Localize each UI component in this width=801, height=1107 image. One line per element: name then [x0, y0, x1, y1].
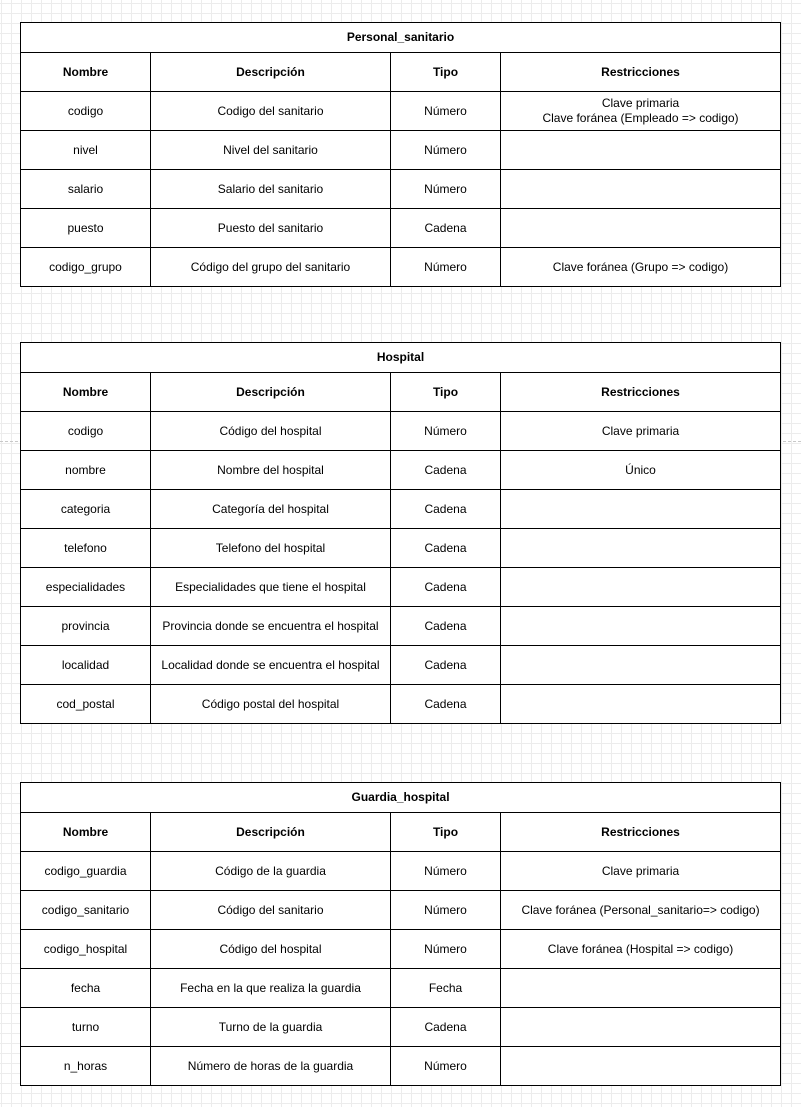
attribute-description-cell: Telefono del hospital: [151, 529, 391, 568]
attribute-name-cell: codigo: [21, 412, 151, 451]
attribute-description-cell: Código del hospital: [151, 412, 391, 451]
attribute-description-cell: Localidad donde se encuentra el hospital: [151, 646, 391, 685]
entity-table-personal-sanitario[interactable]: [20, 22, 781, 287]
column-header-restricciones: Restricciones: [501, 53, 781, 92]
attribute-row[interactable]: [21, 248, 781, 287]
column-header-restricciones: Restricciones: [501, 373, 781, 412]
attribute-rows: [21, 92, 781, 287]
attribute-type-cell: Cadena: [391, 1008, 501, 1047]
attribute-row[interactable]: [21, 969, 781, 1008]
column-header-tipo: Tipo: [391, 53, 501, 92]
attribute-rows: [21, 412, 781, 724]
attribute-constraints-cell: [501, 1047, 781, 1086]
attribute-constraints-cell: Clave foránea (Grupo => codigo): [501, 248, 781, 287]
entity-title: Hospital: [21, 343, 781, 373]
attribute-row[interactable]: [21, 170, 781, 209]
attribute-name-cell: telefono: [21, 529, 151, 568]
attribute-type-cell: Número: [391, 131, 501, 170]
attribute-name-cell: codigo_grupo: [21, 248, 151, 287]
attribute-row[interactable]: [21, 607, 781, 646]
attribute-name-cell: n_horas: [21, 1047, 151, 1086]
attribute-name-cell: codigo_sanitario: [21, 891, 151, 930]
column-header-descripcion: Descripción: [151, 813, 391, 852]
attribute-type-cell: Número: [391, 930, 501, 969]
attribute-type-cell: Número: [391, 92, 501, 131]
attribute-description-cell: Fecha en la que realiza la guardia: [151, 969, 391, 1008]
column-header-descripcion: Descripción: [151, 373, 391, 412]
attribute-name-cell: codigo_guardia: [21, 852, 151, 891]
attribute-description-cell: Provincia donde se encuentra el hospital: [151, 607, 391, 646]
attribute-description-cell: Código del hospital: [151, 930, 391, 969]
attribute-description-cell: Código del grupo del sanitario: [151, 248, 391, 287]
attribute-constraints-cell: Clave foránea (Hospital => codigo): [501, 930, 781, 969]
entity-title: Personal_sanitario: [21, 23, 781, 53]
attribute-name-cell: nombre: [21, 451, 151, 490]
attribute-type-cell: Número: [391, 1047, 501, 1086]
attribute-rows: [21, 852, 781, 1086]
attribute-constraints-cell: [501, 646, 781, 685]
attribute-row[interactable]: [21, 490, 781, 529]
entity-table-hospital[interactable]: [20, 342, 781, 724]
column-header-descripcion: Descripción: [151, 53, 391, 92]
attribute-name-cell: salario: [21, 170, 151, 209]
attribute-description-cell: Puesto del sanitario: [151, 209, 391, 248]
attribute-name-cell: nivel: [21, 131, 151, 170]
attribute-row[interactable]: [21, 930, 781, 969]
attribute-description-cell: Nombre del hospital: [151, 451, 391, 490]
attribute-description-cell: Especialidades que tiene el hospital: [151, 568, 391, 607]
attribute-type-cell: Cadena: [391, 451, 501, 490]
attribute-constraints-cell: [501, 209, 781, 248]
attribute-name-cell: fecha: [21, 969, 151, 1008]
attribute-name-cell: categoria: [21, 490, 151, 529]
attribute-description-cell: Código postal del hospital: [151, 685, 391, 724]
attribute-description-cell: Número de horas de la guardia: [151, 1047, 391, 1086]
attribute-row[interactable]: [21, 209, 781, 248]
column-header-nombre: Nombre: [21, 373, 151, 412]
attribute-type-cell: Cadena: [391, 209, 501, 248]
attribute-constraints-cell: [501, 568, 781, 607]
attribute-type-cell: Cadena: [391, 685, 501, 724]
attribute-constraints-cell: Clave primaria Clave foránea (Empleado => codigo): [501, 92, 781, 131]
attribute-type-cell: Cadena: [391, 490, 501, 529]
attribute-type-cell: Cadena: [391, 607, 501, 646]
attribute-name-cell: codigo: [21, 92, 151, 131]
attribute-row[interactable]: [21, 685, 781, 724]
attribute-constraints-cell: [501, 490, 781, 529]
attribute-name-cell: codigo_hospital: [21, 930, 151, 969]
attribute-name-cell: turno: [21, 1008, 151, 1047]
attribute-constraints-cell: [501, 131, 781, 170]
attribute-type-cell: Número: [391, 852, 501, 891]
attribute-row[interactable]: [21, 1008, 781, 1047]
attribute-type-cell: Número: [391, 891, 501, 930]
attribute-row[interactable]: [21, 1047, 781, 1086]
attribute-description-cell: Código de la guardia: [151, 852, 391, 891]
attribute-type-cell: Número: [391, 248, 501, 287]
attribute-row[interactable]: [21, 412, 781, 451]
attribute-description-cell: Nivel del sanitario: [151, 131, 391, 170]
attribute-constraints-cell: [501, 1008, 781, 1047]
attribute-description-cell: Codigo del sanitario: [151, 92, 391, 131]
attribute-row[interactable]: [21, 891, 781, 930]
entity-table-guardia-hospital[interactable]: [20, 782, 781, 1086]
attribute-constraints-cell: [501, 529, 781, 568]
attribute-description-cell: Salario del sanitario: [151, 170, 391, 209]
attribute-description-cell: Código del sanitario: [151, 891, 391, 930]
column-header-restricciones: Restricciones: [501, 813, 781, 852]
attribute-type-cell: Cadena: [391, 568, 501, 607]
attribute-name-cell: especialidades: [21, 568, 151, 607]
attribute-constraints-cell: [501, 170, 781, 209]
attribute-description-cell: Categoría del hospital: [151, 490, 391, 529]
entity-title: Guardia_hospital: [21, 783, 781, 813]
attribute-name-cell: cod_postal: [21, 685, 151, 724]
attribute-constraints-cell: [501, 685, 781, 724]
attribute-name-cell: localidad: [21, 646, 151, 685]
attribute-name-cell: provincia: [21, 607, 151, 646]
attribute-row[interactable]: [21, 568, 781, 607]
attribute-constraints-cell: Clave foránea (Personal_sanitario=> codigo): [501, 891, 781, 930]
attribute-row[interactable]: [21, 646, 781, 685]
attribute-description-cell: Turno de la guardia: [151, 1008, 391, 1047]
attribute-type-cell: Fecha: [391, 969, 501, 1008]
attribute-row[interactable]: [21, 131, 781, 170]
attribute-type-cell: Cadena: [391, 646, 501, 685]
attribute-type-cell: Cadena: [391, 529, 501, 568]
attribute-row[interactable]: [21, 529, 781, 568]
attribute-constraints-cell: Clave primaria: [501, 852, 781, 891]
attribute-type-cell: Número: [391, 412, 501, 451]
column-header-nombre: Nombre: [21, 53, 151, 92]
attribute-type-cell: Número: [391, 170, 501, 209]
attribute-constraints-cell: Único: [501, 451, 781, 490]
attribute-constraints-cell: Clave primaria: [501, 412, 781, 451]
column-header-nombre: Nombre: [21, 813, 151, 852]
column-header-tipo: Tipo: [391, 813, 501, 852]
attribute-name-cell: puesto: [21, 209, 151, 248]
column-header-tipo: Tipo: [391, 373, 501, 412]
attribute-row[interactable]: [21, 92, 781, 131]
attribute-row[interactable]: [21, 852, 781, 891]
attribute-constraints-cell: [501, 607, 781, 646]
attribute-row[interactable]: [21, 451, 781, 490]
attribute-constraints-cell: [501, 969, 781, 1008]
